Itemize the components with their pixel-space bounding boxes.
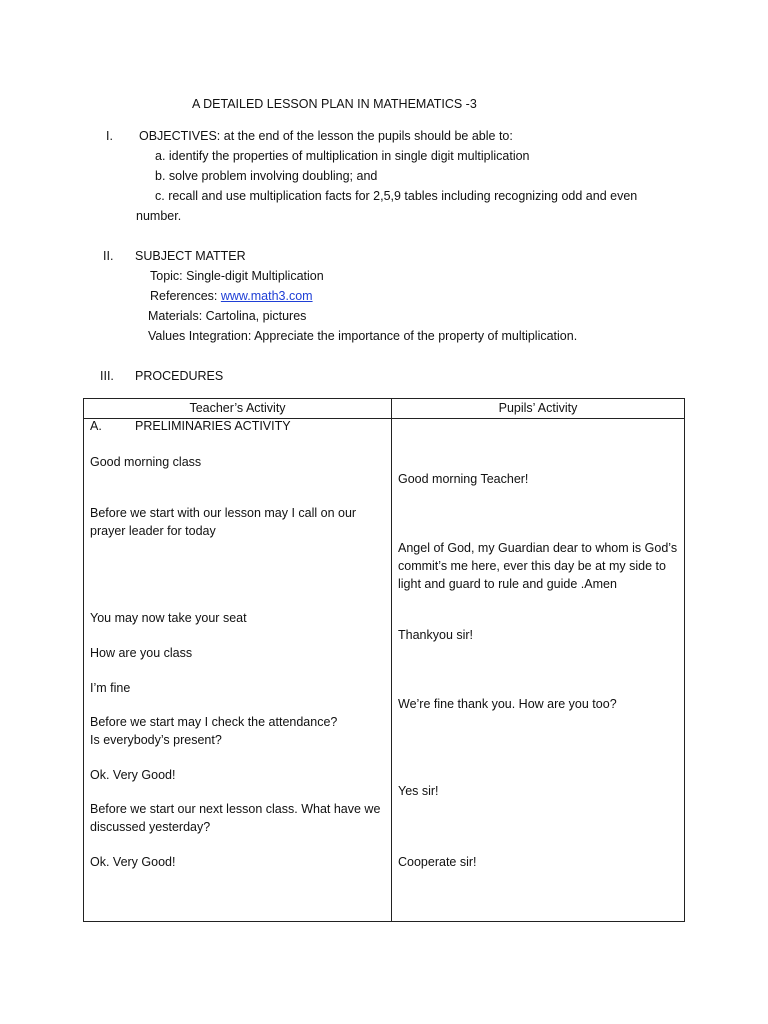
pupil-line: Cooperate sir! <box>398 855 477 869</box>
teacher-activity-header: Teacher’s Activity <box>189 401 286 415</box>
teacher-line: prayer leader for today <box>90 524 216 538</box>
objective-item: c. recall and use multiplication facts for 2,5,9 tables including recognizing odd and even <box>155 189 638 203</box>
references-line <box>150 288 313 304</box>
document-title: A DETAILED LESSON PLAN IN MATHEMATICS -3 <box>192 97 477 111</box>
pupil-line: Good morning Teacher! <box>398 472 529 486</box>
pupil-line: light and guard to rule and guide .Amen <box>398 577 617 591</box>
objective-item: b. solve problem involving doubling; and <box>155 169 378 183</box>
pupil-line: Angel of God, my Guardian dear to whom is God’s <box>398 541 678 555</box>
pupil-line: Thankyou sir! <box>398 628 474 642</box>
teacher-line: Good morning class <box>90 455 202 469</box>
objectives-numeral: I. <box>106 129 113 143</box>
procedures-table <box>83 398 685 922</box>
teacher-line: Ok. Very Good! <box>90 855 176 869</box>
pupil-line: commit’s me here, ever this day be at my side to <box>398 559 666 573</box>
section-title: PRELIMINARIES ACTIVITY <box>135 419 291 433</box>
pupil-line: We’re fine thank you. How are you too? <box>398 697 617 711</box>
teacher-line: Before we start may I check the attendance? <box>90 715 338 729</box>
teacher-line: Before we start our next lesson class. What have we <box>90 802 381 816</box>
values-line: Values Integration: Appreciate the importance of the property of multiplication. <box>148 329 578 343</box>
column-divider <box>391 399 392 921</box>
pupils-activity-header: Pupils’ Activity <box>498 401 578 415</box>
subject-matter-heading: SUBJECT MATTER <box>135 249 246 263</box>
objective-continuation: number. <box>136 209 182 223</box>
references-label: References: <box>150 289 221 303</box>
topic-line: Topic: Single-digit Multiplication <box>150 269 324 283</box>
references-link[interactable]: www.math3.com <box>220 289 313 303</box>
subject-matter-numeral: II. <box>103 249 114 263</box>
teacher-line: Ok. Very Good! <box>90 768 176 782</box>
teacher-line: I’m fine <box>90 681 131 695</box>
teacher-line: Is everybody’s present? <box>90 733 222 747</box>
procedures-numeral: III. <box>100 369 114 383</box>
objective-item: a. identify the properties of multiplication in single digit multiplication <box>155 149 530 163</box>
teacher-line: You may now take your seat <box>90 611 247 625</box>
objectives-heading: OBJECTIVES: at the end of the lesson the pupils should be able to: <box>139 129 513 143</box>
teacher-line: Before we start with our lesson may I call on our <box>90 506 357 520</box>
teacher-line: How are you class <box>90 646 193 660</box>
section-letter: A. <box>90 419 102 433</box>
pupil-line: Yes sir! <box>398 784 439 798</box>
procedures-heading: PROCEDURES <box>135 369 224 383</box>
teacher-line: discussed yesterday? <box>90 820 211 834</box>
materials-line: Materials: Cartolina, pictures <box>148 309 307 323</box>
